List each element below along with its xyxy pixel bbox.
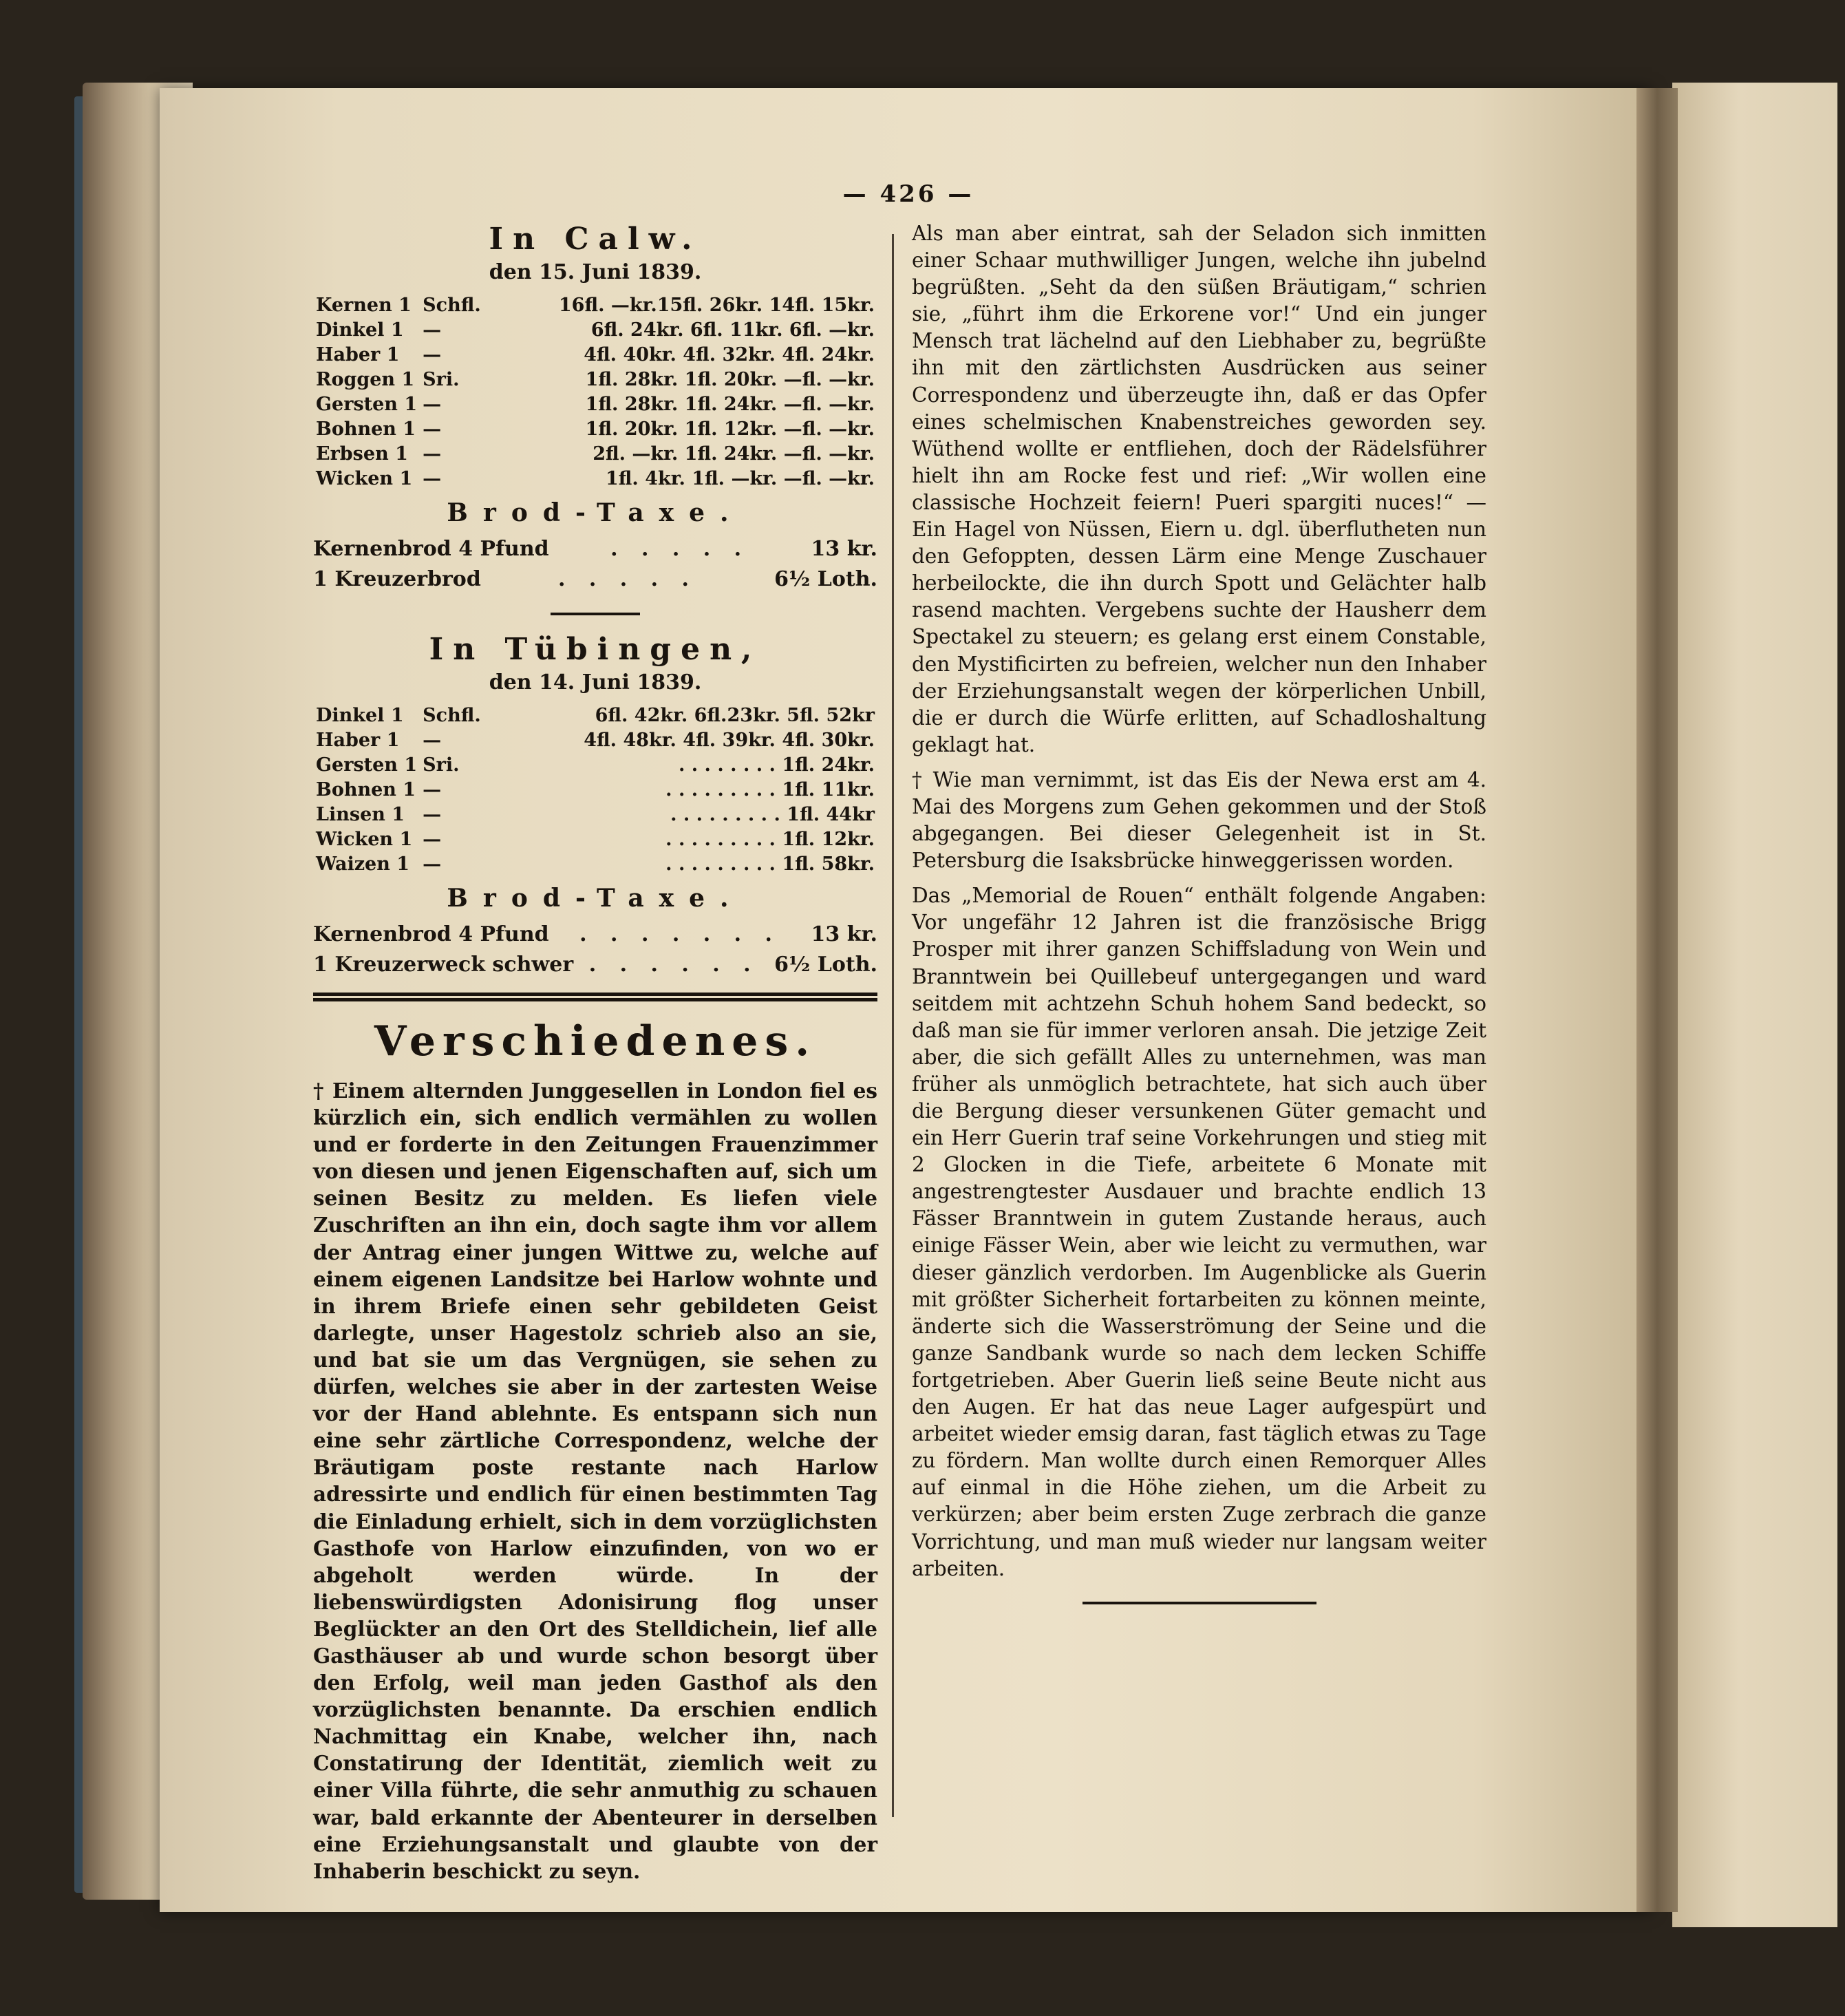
article-memorial-de-rouen: Das „Memorial de Rouen“ enthält folgende Angaben: Vor ungefähr 12 Jahren ist die französische Brigg Prosper mit ihrer ganzen Schiffsladung von Wein und Branntwein bei Quillebeuf untergegangen und ward seitdem mit achtzehn Schuh hohem Sand bedeckt, so daß man sie für immer verloren ansah. Die jetzige Zeit aber, die sich gefällt Alles zu unternehmen, was man früher als unmöglich betrachtete, hat sich auch über die Bergung dieser versunkenen Güter gemacht und ein Herr Guerin traf seine Vorkehrungen und stieg mit 2 Glocken in die Tiefe, arbeitete 6 Monate mit angestrengtester Ausdauer und brachte endlich 13 Fässer Branntwein in gutem Zustande heraus, auch einige Fässer Wein, aber wie leicht zu vermuthen, war dieser gänzlich verdorben. Im Augenblicke als Guerin mit größter Sicherheit fortarbeiten zu können meinte, änderte sich die Wasserströmung der Seine und die ganze Sandbank wurde so nach dem lecken Schiffe fortgetrieben. Aber Guerin ließ seine Beute nicht aus den Augen. Er hat das neue Lager aufgespürt und arbeitet wieder emsig daran, fast täglich etwas zu Tage zu fördern. Man wollte durch einen Remorquer Alles auf einmal in die Höhe ziehen, um die Arbeit zu verkürzen; aber beim ersten Zuge zerbrach die ganze Vorrichtung, und man muß wieder nur langsam weiter arbeiten.	[912, 884, 1486, 1580]
leader-dots: . . . . .	[610, 537, 750, 561]
bread-price: 13 kr.	[811, 922, 877, 946]
item-unit: —	[423, 829, 442, 850]
bread-name: 1 Kreuzerweck schwer	[313, 953, 574, 977]
left-column	[313, 220, 877, 1885]
item-unit: —	[423, 418, 442, 440]
section-title: Verschiedenes.	[374, 1017, 817, 1065]
item-prices: 6fl. 24kr. 6fl. 11kr. 6fl. —kr.	[590, 319, 875, 341]
item-name: Waizen 1	[316, 853, 410, 875]
item-prices: 6fl. 42kr. 6fl.23kr. 5fl. 52kr	[595, 705, 875, 726]
table-row	[313, 467, 877, 491]
leader-dots: . . . . . .	[588, 953, 759, 977]
item-name: Haber 1	[316, 730, 400, 751]
book-gutter	[1636, 88, 1678, 1912]
item-prices: 1fl. 4kr. 1fl. —kr. —fl. —kr.	[605, 468, 875, 489]
article-neva-ice: † Wie man vernimmt, ist das Eis der Newa erst am 4. Mai des Morgens zum Gehen gekommen und der Stoß abgegangen. Bei dieser Gelegenheit ist in St. Petersburg die Isaksbrücke hinweggerissen worden.	[912, 767, 1486, 873]
item-prices: 4fl. 40kr. 4fl. 32kr. 4fl. 24kr.	[584, 344, 875, 365]
page-number: — 426 —	[842, 180, 974, 208]
bread-name: Kernenbrod 4 Pfund	[313, 537, 549, 561]
item-unit: —	[423, 853, 442, 875]
article-london-bachelor-continued: Als man aber eintrat, sah der Seladon sich inmitten einer Schaar muthwilliger Jungen, welche ihn jubelnd begrüßten. „Seht da den süßen Bräutigam,“ schrien sie, „führt ihm die Erkorene vor!“ Und ein junger Mensch trat lächelnd auf den Liebhaber zu, begrüßte ihn mit den zärtlichsten Ausdrücken aus seiner Correspondenz und überzeugte ihn, daß er das Opfer eines schelmischen Knabenstreiches geworden sey. Wüthend wollte er entfliehen, doch der Rädelsführer hielt ihn am Rocke fest und rief: „Wir wollen eine classische Hochzeit feiern! Pueri spargiti nuces!“ — Ein Hagel von Nüssen, Eiern u. dgl. überflutheten nun den Gefoppten, dessen Lärm eine Menge Zuschauer herbeilockte, die ihn durch Spott und Gelächter halb rasend machten. Vergebens suchte der Hausherr dem Spectakel zu steuern; es gelang erst einem Constable, den Mystificirten zu befreien, welcher nun den Inhaber der Erziehungsanstalt wegen der körperlichen Unbill, die er durch die Würfe erlitten, auf Schadloshaltung geklagt hat.	[912, 222, 1486, 756]
item-name: Bohnen 1	[316, 779, 416, 800]
calw-heading: In Calw.	[489, 222, 702, 257]
column-divider	[892, 234, 894, 1817]
bread-price: 6½ Loth.	[774, 567, 877, 591]
item-name: Erbsen 1	[316, 443, 408, 465]
item-name: Bohnen 1	[316, 418, 416, 440]
item-name: Gersten 1	[316, 754, 418, 776]
article-london-bachelor: † Einem alternden Junggesellen in London fiel es kürzlich ein, sich endlich vermählen zu wollen und er forderte in den Zeitungen Frauenzimmer von diesen und jenen Eigenschaften auf, sich um seinen Besitz zu melden. Es liefen viele Zuschriften an ihn ein, doch sagte ihm vor allem der Antrag einer jungen Wittwe zu, welche auf einem eigenen Landsitze bei Harlow wohnte und in ihrem Briefe einen sehr gebildeten Geist darlegte, unser Hagestolz schrieb also an sie, und bat sie um das Vergnügen, sie sehen zu dürfen, welches sie aber in der zartesten Weise vor der Hand ablehnte. Es entspann sich nun eine sehr zärtliche Correspondenz, welche der Bräutigam poste restante nach Harlow adressirte und endlich für einen bestimmten Tag die Einladung erhielt, sich in dem vorzüglichsten Gasthofe von Harlow einzufinden, von wo er abgeholt werden würde. In der liebenswürdigsten Adonisirung flog unser Beglückter an den Ort des Stelldichein, lief alle Gasthäuser ab und wurde schon besorgt über den Erfolg, weil man jeden Gasthof als den vorzüglichsten benannte. Da erschien endlich Nachmittag ein Knabe, welcher ihn, nach Constatirung der Identität, ziemlich weit zu einer Villa führte, die sehr anmuthig zu schauen war, bald erkannte der Abenteurer in derselben eine Erziehungsanstalt und glaubte von der Inhaberin beschickt zu seyn.	[313, 1079, 877, 1883]
item-unit: —	[423, 468, 442, 489]
table-row	[313, 392, 877, 417]
leader-dots: . . . . .	[557, 567, 697, 591]
item-name: Dinkel 1	[316, 705, 404, 726]
item-prices: . . . . . . . . . 1fl. 58kr.	[665, 853, 875, 875]
item-unit: —	[423, 804, 442, 825]
item-unit: Schfl.	[423, 295, 481, 316]
item-prices: . . . . . . . . . 1fl. 44kr	[670, 804, 875, 825]
table-row	[313, 293, 877, 318]
item-prices: 4fl. 48kr. 4fl. 39kr. 4fl. 30kr.	[584, 730, 875, 751]
right-column	[912, 220, 1486, 1604]
item-unit: Sri.	[423, 369, 460, 390]
section-rule	[551, 613, 640, 615]
item-name: Gersten 1	[316, 394, 418, 415]
item-unit: —	[423, 779, 442, 800]
table-row	[313, 442, 877, 467]
calw-date: den 15. Juni 1839.	[489, 260, 702, 284]
tuebingen-date: den 14. Juni 1839.	[489, 670, 702, 694]
table-row	[313, 703, 877, 728]
tuebingen-price-table	[313, 703, 877, 877]
item-name: Wicken 1	[316, 829, 413, 850]
item-prices: 1fl. 20kr. 1fl. 12kr. —fl. —kr.	[585, 418, 875, 440]
table-row	[313, 318, 877, 343]
table-row	[313, 778, 877, 803]
calw-market-report	[313, 220, 877, 595]
end-rule	[1083, 1602, 1316, 1604]
item-unit: Schfl.	[423, 705, 481, 726]
item-name: Kernen 1	[316, 295, 412, 316]
item-unit: —	[423, 319, 442, 341]
item-prices: . . . . . . . . 1fl. 24kr.	[678, 754, 875, 776]
calw-price-table	[313, 293, 877, 491]
item-name: Roggen 1	[316, 369, 415, 390]
bread-row	[313, 564, 877, 595]
item-prices: 2fl. —kr. 1fl. 24kr. —fl. —kr.	[593, 443, 875, 465]
table-row	[313, 753, 877, 778]
item-name: Dinkel 1	[316, 319, 404, 341]
item-prices: . . . . . . . . . 1fl. 11kr.	[665, 779, 875, 800]
item-name: Haber 1	[316, 344, 400, 365]
item-unit: —	[423, 443, 442, 465]
item-name: Linsen 1	[316, 804, 405, 825]
table-row	[313, 728, 877, 753]
tuebingen-heading: In Tübingen,	[429, 632, 762, 667]
item-prices: . . . . . . . . . 1fl. 12kr.	[665, 829, 875, 850]
bread-name: 1 Kreuzerbrod	[313, 567, 481, 591]
table-row	[313, 827, 877, 852]
table-row	[313, 803, 877, 827]
calw-bread-tax-heading: Brod-Taxe.	[447, 498, 744, 527]
item-prices: 16fl. —kr.15fl. 26kr. 14fl. 15kr.	[558, 295, 875, 316]
bread-price: 6½ Loth.	[774, 953, 877, 977]
leader-dots: . . . . . . .	[579, 922, 780, 946]
bread-price: 13 kr.	[811, 537, 877, 561]
item-unit: Sri.	[423, 754, 460, 776]
bread-row	[313, 920, 877, 950]
table-row	[313, 852, 877, 877]
table-row	[313, 417, 877, 442]
bread-row	[313, 950, 877, 980]
bread-name: Kernenbrod 4 Pfund	[313, 922, 549, 946]
tuebingen-market-report	[313, 630, 877, 980]
table-row	[313, 368, 877, 392]
item-unit: —	[423, 344, 442, 365]
bread-row	[313, 534, 877, 564]
item-prices: 1fl. 28kr. 1fl. 24kr. —fl. —kr.	[585, 394, 875, 415]
table-row	[313, 343, 877, 368]
item-name: Wicken 1	[316, 468, 413, 489]
double-rule	[313, 993, 877, 1001]
item-prices: 1fl. 28kr. 1fl. 20kr. —fl. —kr.	[585, 369, 875, 390]
facing-page	[1672, 83, 1837, 1927]
item-unit: —	[423, 394, 442, 415]
item-unit: —	[423, 730, 442, 751]
tuebingen-bread-tax-heading: Brod-Taxe.	[447, 884, 744, 913]
